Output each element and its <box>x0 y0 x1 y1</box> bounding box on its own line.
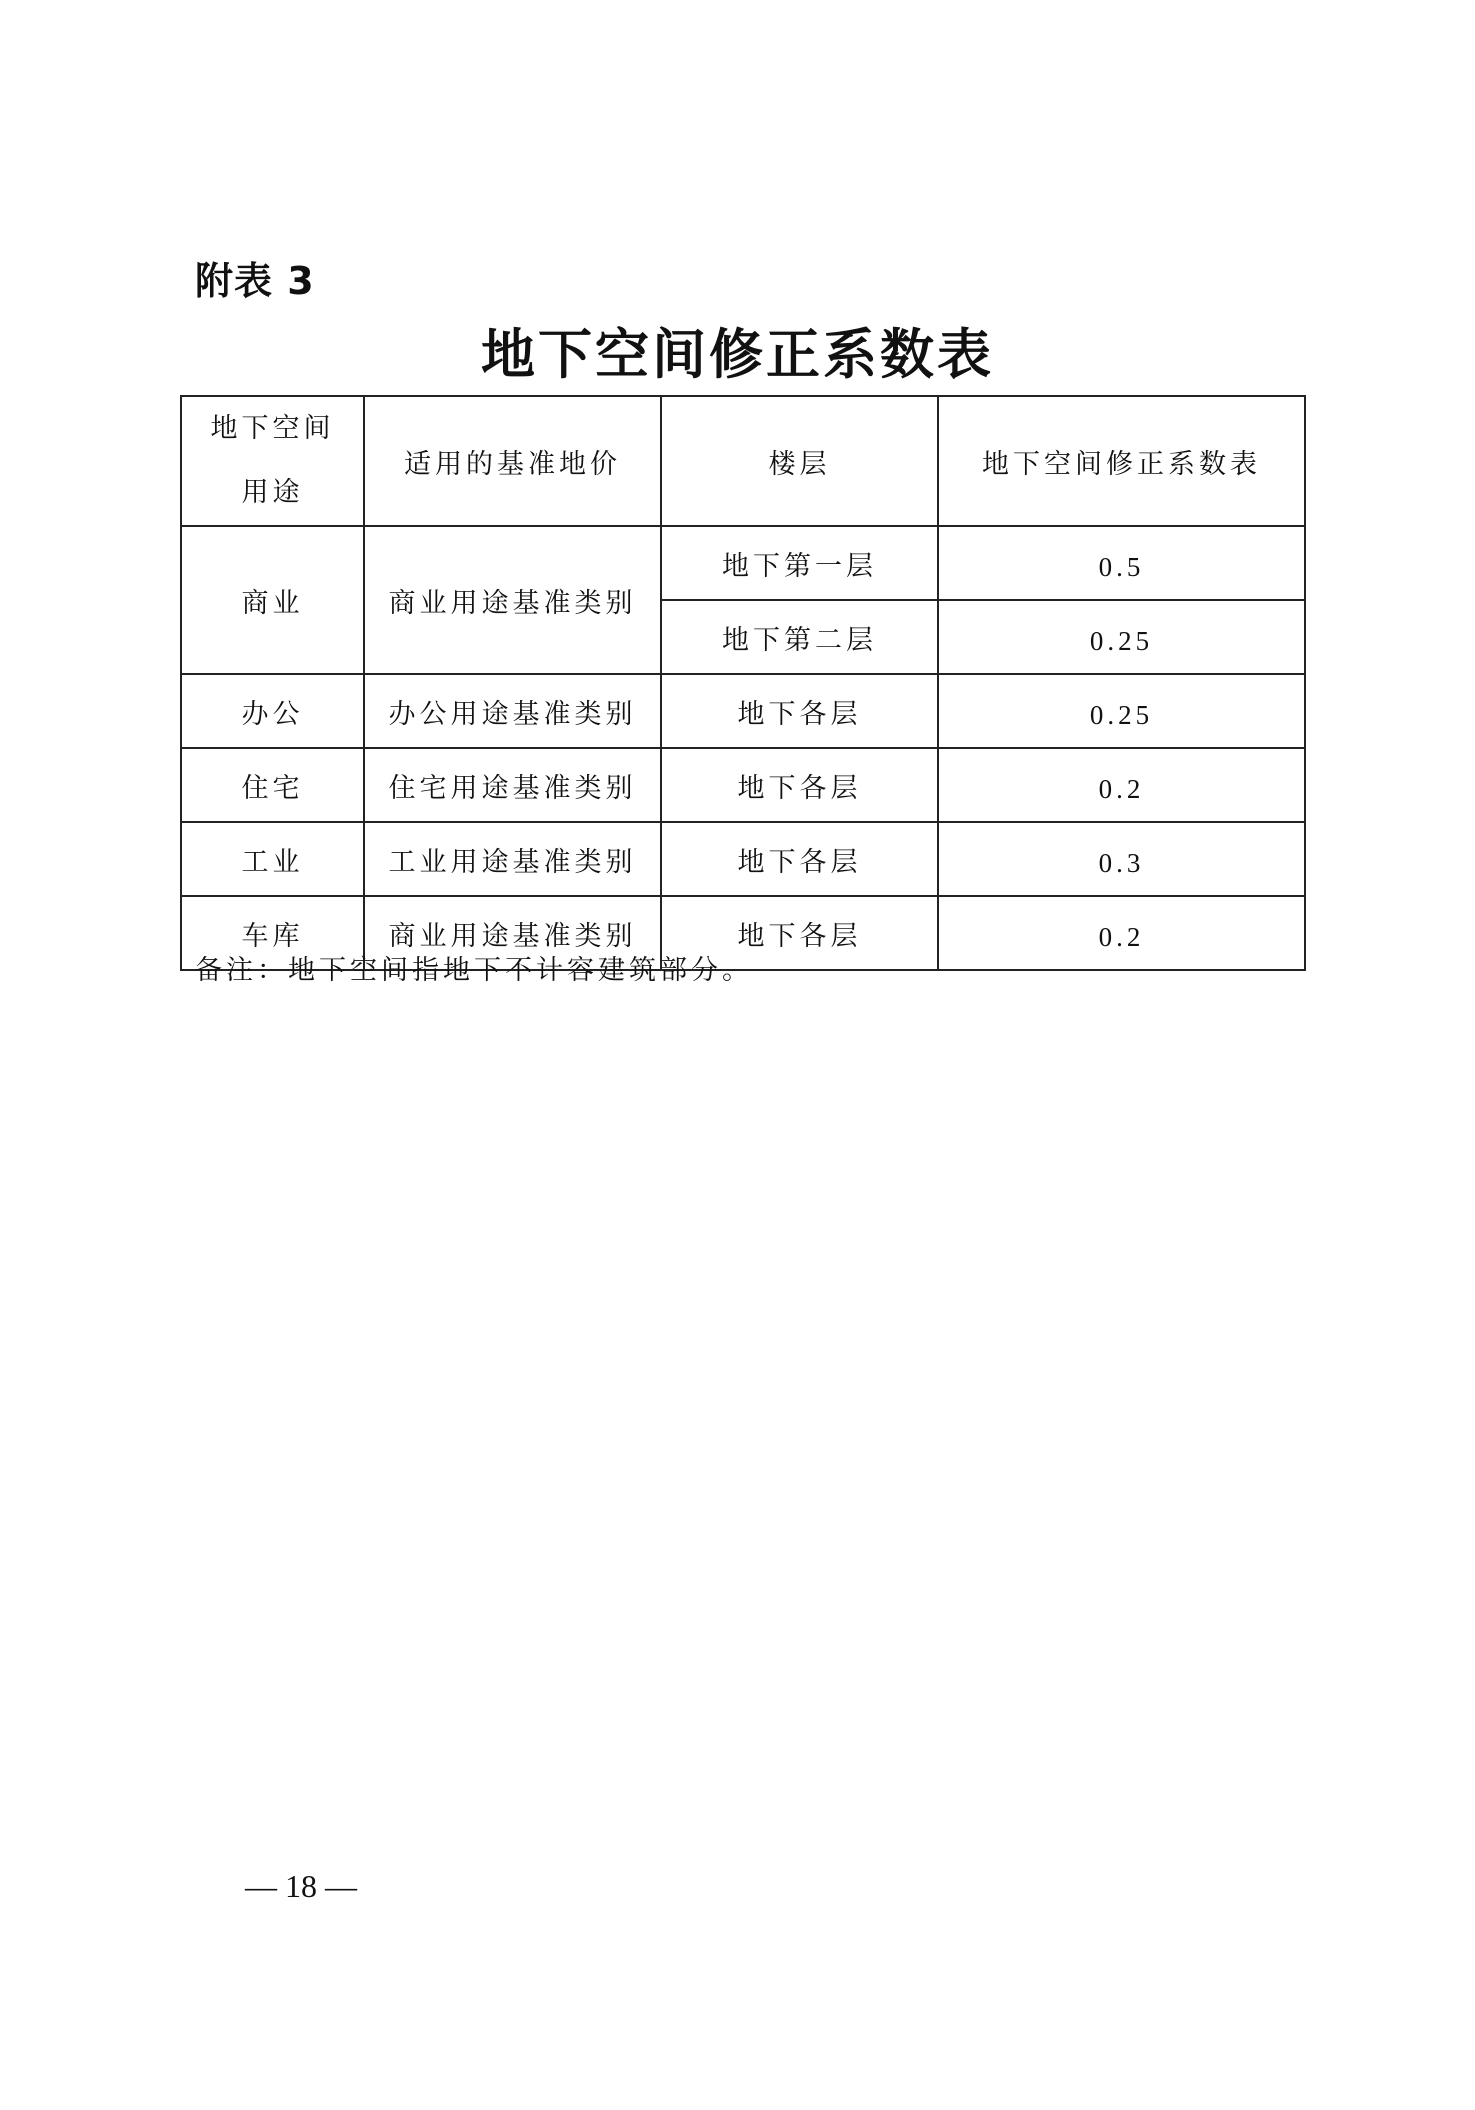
header-use-line1: 地下空间 <box>210 413 335 444</box>
header-use <box>181 396 364 526</box>
cell-use: 商业 <box>181 526 364 674</box>
page-title: 地下空间修正系数表 <box>481 323 994 386</box>
cell-coef: 0.25 <box>938 674 1305 748</box>
cell-use: 办公 <box>181 674 364 748</box>
cell-floor: 地下各层 <box>661 674 938 748</box>
cell-use: 车库 <box>181 896 364 970</box>
table-row <box>181 674 1305 748</box>
cell-floor: 地下第一层 <box>661 526 938 600</box>
table-row <box>181 748 1305 822</box>
header-floor: 楼层 <box>661 396 938 526</box>
cell-floor: 地下第二层 <box>661 600 938 674</box>
header-coefficient: 地下空间修正系数表 <box>938 396 1305 526</box>
cell-base: 办公用途基准类别 <box>364 674 661 748</box>
cell-coef: 0.5 <box>938 526 1305 600</box>
cell-floor: 地下各层 <box>661 896 938 970</box>
cell-coef: 0.25 <box>938 600 1305 674</box>
cell-base: 商业用途基准类别 <box>364 526 661 674</box>
coefficient-table <box>180 395 1306 971</box>
cell-coef: 0.2 <box>938 748 1305 822</box>
table-header-row <box>181 396 1305 526</box>
cell-base: 住宅用途基准类别 <box>364 748 661 822</box>
cell-use: 住宅 <box>181 748 364 822</box>
header-use-line2: 用途 <box>241 477 304 508</box>
table-row <box>181 526 1305 600</box>
appendix-label: 附表 3 <box>195 259 315 303</box>
page-number: — 18 — <box>245 1868 357 1904</box>
cell-floor: 地下各层 <box>661 822 938 896</box>
table-row <box>181 822 1305 896</box>
table-note: 备注：地下空间指地下不计容建筑部分。 <box>195 955 753 986</box>
cell-coef: 0.3 <box>938 822 1305 896</box>
cell-use: 工业 <box>181 822 364 896</box>
header-base-price: 适用的基准地价 <box>364 396 661 526</box>
cell-base: 工业用途基准类别 <box>364 822 661 896</box>
cell-base: 商业用途基准类别 <box>364 896 661 970</box>
cell-floor: 地下各层 <box>661 748 938 822</box>
cell-coef: 0.2 <box>938 896 1305 970</box>
